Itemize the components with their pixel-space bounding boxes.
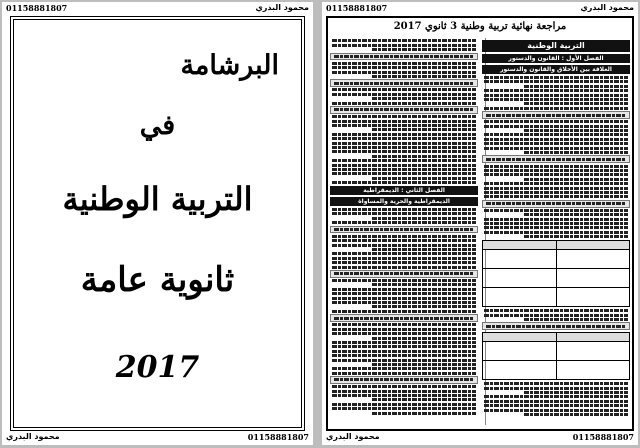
phone-number: 01158881807 [6, 3, 68, 13]
text-block [482, 309, 630, 330]
author-name: محمود البدري [326, 432, 380, 441]
phone-number: 01158881807 [326, 3, 388, 13]
text-block [330, 208, 478, 415]
phone-number: 01158881807 [572, 432, 634, 442]
author-name: محمود البدري [580, 3, 634, 12]
chapter1-heading: الفصل الأول : القانون والدستور [482, 54, 630, 63]
text-block [330, 39, 478, 184]
cover-header [6, 3, 309, 15]
text-block [482, 382, 630, 416]
cover-subject: التربية الوطنية [62, 180, 253, 218]
author-name: محمود البدري [6, 432, 60, 441]
phone-number: 01158881807 [247, 432, 309, 442]
content-footer [326, 432, 634, 444]
page-title: مراجعة نهائية تربية وطنية 3 ثانوي 2017 [393, 21, 567, 32]
content-header [326, 3, 634, 15]
left-column [330, 38, 478, 427]
right-column [482, 38, 630, 427]
cover-year: 2017 [115, 350, 200, 385]
cover-title-line2: في [139, 110, 176, 141]
section2-heading: الديمقراطية والحرية والمساواة [330, 197, 478, 206]
comparison-table [482, 240, 630, 307]
comparison-table [482, 332, 630, 380]
cover-footer [6, 432, 309, 444]
chapter2-heading: الفصل الثاني : الديمقراطية [330, 186, 478, 195]
section1-heading: العلاقة بين الأخلاق والقانون والدستور [482, 65, 630, 74]
cover-page [2, 2, 313, 445]
content-frame [326, 16, 634, 431]
author-name: محمود البدري [255, 3, 309, 12]
cover-grade: ثانوية عامة [80, 260, 235, 300]
subject-heading: التربية الوطنية [482, 40, 630, 52]
text-block [482, 76, 630, 238]
cover-title-line1: البرشامة [180, 50, 279, 81]
cover-frame [10, 16, 305, 431]
content-page [322, 2, 638, 445]
